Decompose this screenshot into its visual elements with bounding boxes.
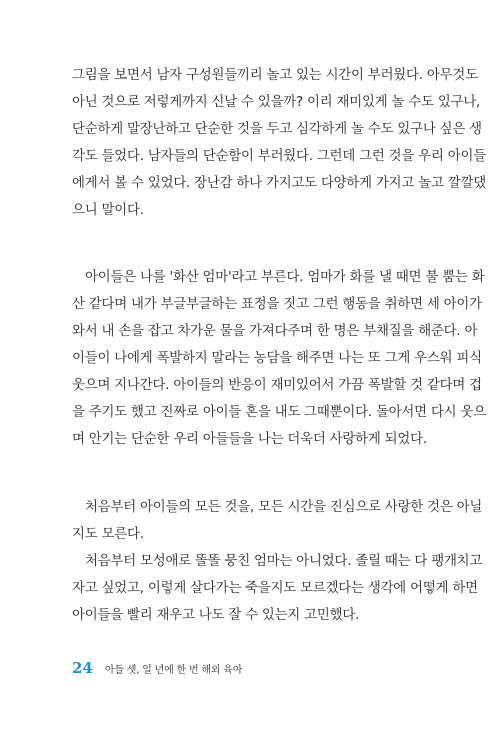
text-line: 단순하게 말장난하고 단순한 것을 두고 심각하게 놀 수도 있구나 싶은 생 xyxy=(72,122,482,137)
text-line: 지도 모른다. xyxy=(72,527,144,542)
text-line: 아이들은 나를 '화산 엄마'라고 부른다. 엄마가 화를 낼 때면 불 뿜는 화 xyxy=(85,270,485,285)
text-line: 와서 내 손을 잡고 차가운 물을 가져다주며 한 명은 부채질을 해준다. 아 xyxy=(72,324,478,339)
paragraph xyxy=(72,264,486,453)
text-line: 며 안기는 단순한 우리 아들들을 나는 더욱더 사랑하게 되었다. xyxy=(72,432,427,447)
text-line: 처음부터 아이들의 모든 것을, 모든 시간을 진심으로 사랑한 것은 아닐 xyxy=(85,500,483,515)
text-line: 처음부터 모성애로 똘똘 뭉친 엄마는 아니었다. 졸릴 때는 다 팽개치고 xyxy=(85,554,483,569)
page-body xyxy=(72,62,486,629)
text-line: 산 같다며 내가 부글부글하는 표정을 짓고 그런 행동을 취하면 세 아이가 xyxy=(72,297,482,312)
paragraph-gap xyxy=(72,224,440,264)
text-line: 자고 싶었고, 이렇게 살다가는 죽을지도 모르겠다는 생각에 어떻게 하면 xyxy=(72,581,478,596)
text-line: 웃으며 지나간다. 아이들의 반응이 재미있어서 가끔 폭발할 것 같다며 겁 xyxy=(72,378,482,393)
text-line: 을 주기도 했고 진짜로 아이들 혼을 내도 그때뿐이다. 돌아서면 다시 웃으 xyxy=(72,405,486,420)
text-line: 각도 들었다. 남자들의 단순함이 부러웠다. 그런데 그런 것을 우리 아이들 xyxy=(72,149,486,164)
page-number: 24 xyxy=(72,659,93,677)
running-title: 아들 셋, 일 년에 한 번 해외 육아 xyxy=(104,665,243,676)
page-footer xyxy=(72,659,242,677)
text-line: 으니 말이다. xyxy=(72,203,144,218)
text-line: 에게서 볼 수 있었다. 장난감 하나 가지고도 다양하게 가지고 놀고 깔깔댔 xyxy=(72,176,486,191)
text-line: 아닌 것으로 저렇게까지 신날 수 있을까? 이리 재미있게 놀 수도 있구나, xyxy=(72,95,481,110)
text-line: 아이들을 빨리 재우고 나도 잘 수 있는지 고민했다. xyxy=(72,608,360,623)
text-line: 이들이 나에게 폭발하지 말라는 농담을 해주면 나는 또 그게 우스워 피식 xyxy=(72,351,482,366)
paragraph xyxy=(72,494,483,548)
paragraph-gap xyxy=(72,453,440,494)
text-line: 그림을 보면서 남자 구성원들끼리 놀고 있는 시간이 부러웠다. 아무것도 xyxy=(72,68,478,83)
paragraph xyxy=(72,548,483,629)
paragraph xyxy=(72,62,486,224)
